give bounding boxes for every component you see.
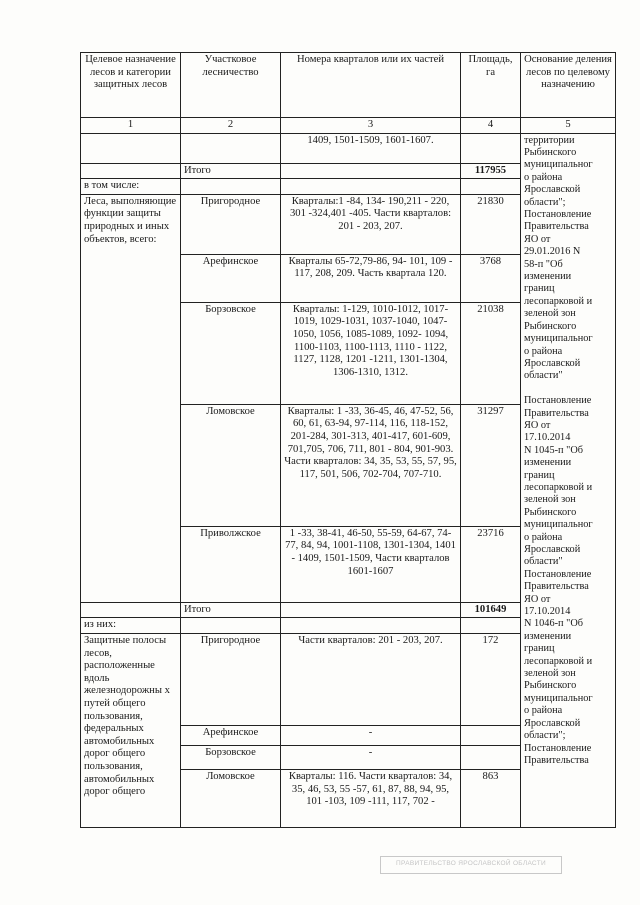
basis-line: Рыбинского: [524, 506, 577, 518]
district-name: Ломовское: [181, 404, 281, 526]
from-them-label: из них:: [81, 618, 181, 634]
column-number: 1: [81, 118, 181, 134]
basis-cell: [521, 133, 616, 827]
basis-line: территории: [524, 134, 575, 146]
basis-line: 29.01.2016 N: [524, 246, 581, 258]
total-value: 117955: [461, 163, 521, 179]
basis-line: области";: [524, 196, 566, 208]
total-label: Итого: [181, 163, 281, 179]
quarters-cell: 1409, 1501-1509, 1601-1607.: [281, 133, 461, 163]
district-name: Приволжское: [181, 526, 281, 602]
basis-line: о района: [524, 531, 563, 543]
header-quarters: Номера кварталов или их частей: [281, 53, 461, 118]
quarters-cell: Кварталы: 1-129, 1010-1012, 1017-1019, 1029-1031, 1037-1040, 1047- 1050, 1056, 1085-1089, 1092- 1094, 1100-1103, 1100-1113, 1110 - 1122, 1127, 1128, 1201 -1211, 1301-1304, 1306-1310, 1312.: [281, 302, 461, 404]
basis-line: лесопарковой и: [524, 655, 593, 667]
basis-line: муниципальног: [524, 692, 593, 704]
basis-line: 17.10.2014: [524, 606, 571, 618]
basis-line: Постановление: [524, 568, 592, 580]
basis-line: Рыбинского: [524, 680, 577, 692]
basis-line: ЯО от: [524, 233, 551, 245]
area-cell: 3768: [461, 254, 521, 302]
quarters-cell: Кварталы: 1 -33, 36-45, 46, 47-52, 56, 60, 61, 63-94, 97-114, 116, 118-152, 201-284, 301-313, 401-417, 601-609, 701,705, 706, 711, 801 - 804, 901-903. Части кварталов: 34, 35, 53, 55, 57, 95, 117, 501, 506, 702-704, 707-710.: [281, 404, 461, 526]
quarters-cell: Кварталы:1 -84, 134- 190,211 - 220, 301 -324,401 -405. Части кварталов: 201 - 203, 207.: [281, 194, 461, 254]
table-header-row: [81, 53, 616, 118]
basis-line: Правительства: [524, 581, 589, 593]
header-area: Площадь, га: [461, 53, 521, 118]
basis-line: о района: [524, 171, 563, 183]
basis-line: области";: [524, 730, 566, 742]
basis-line: Ярославской: [524, 357, 581, 369]
basis-line: изменении: [524, 630, 572, 642]
column-number: 2: [181, 118, 281, 134]
basis-line: Ярославской: [524, 544, 581, 555]
quarters-cell: Кварталы: 116. Части кварталов: 34, 35, 46, 53, 55 -57, 61, 87, 88, 94, 95, 101 -103, 109 -111, 117, 702 -: [281, 769, 461, 827]
category-label: Защитные полосы лесов, расположенные вдоль железнодорожны х путей общего пользования, федеральных автомобильных дорог общего пользования, автомобильных дорог общего: [81, 633, 181, 827]
basis-line: Правительства: [524, 221, 589, 233]
basis-text: [524, 135, 612, 768]
area-cell: 21038: [461, 302, 521, 404]
total-value: 101649: [461, 602, 521, 618]
district-name: Борзовское: [181, 302, 281, 404]
district-name: Ломовское: [181, 769, 281, 827]
area-cell: 21830: [461, 194, 521, 254]
area-cell: 863: [461, 769, 521, 827]
basis-line: N 1045-п "Об: [524, 444, 583, 456]
basis-line: о района: [524, 345, 563, 357]
basis-line: ЯО от: [524, 419, 551, 431]
basis-line: Рыбинского: [524, 147, 577, 158]
basis-line: 58-п "Об: [524, 258, 563, 270]
basis-line: области": [524, 556, 563, 568]
forest-table: [80, 52, 616, 828]
quarters-cell: -: [281, 745, 461, 769]
basis-line: области": [524, 370, 563, 382]
basis-line: лесопарковой и: [524, 481, 593, 493]
basis-line: границ: [524, 469, 555, 481]
quarters-cell: Кварталы 65-72,79-86, 94- 101, 109 - 117, 208, 209. Часть квартала 120.: [281, 254, 461, 302]
basis-line: муниципальног: [524, 159, 593, 171]
basis-line: зеленой зон: [524, 308, 576, 320]
basis-line: N 1046-п "Об: [524, 618, 583, 630]
category-label: Леса, выполняющие функции защиты природных и иных объектов, всего:: [81, 194, 181, 602]
basis-line: Постановление: [524, 209, 592, 221]
basis-line: 17.10.2014: [524, 432, 571, 444]
basis-line: границ: [524, 643, 555, 655]
area-cell: 23716: [461, 526, 521, 602]
basis-line: изменении: [524, 457, 572, 469]
quarters-cell: -: [281, 725, 461, 745]
basis-line: муниципальног: [524, 519, 593, 531]
basis-line: Постановление: [524, 395, 592, 407]
district-name: Борзовское: [181, 745, 281, 769]
basis-line: о района: [524, 705, 563, 717]
basis-line: ЯО от: [524, 593, 551, 605]
area-cell: 31297: [461, 404, 521, 526]
header-basis: Основание деления лесов по целевому назначению: [521, 53, 616, 118]
column-number: 3: [281, 118, 461, 134]
quarters-cell: 1 -33, 38-41, 46-50, 55-59, 64-67, 74-77, 84, 94, 1001-1108, 1301-1304, 1401 - 1409, 1501-1509, Части кварталов 1601-1607: [281, 526, 461, 602]
basis-line: [524, 383, 612, 395]
column-number: 4: [461, 118, 521, 134]
column-number: 5: [521, 118, 616, 134]
basis-line: Рыбинского: [524, 320, 577, 332]
table-row: [81, 133, 616, 163]
area-cell: 172: [461, 633, 521, 725]
total-label: Итого: [181, 602, 281, 618]
basis-line: Ярославской: [524, 717, 581, 729]
basis-line: лесопарковой и: [524, 295, 593, 307]
basis-line: зеленой зон: [524, 494, 576, 506]
header-district: Участковое лесничество: [181, 53, 281, 118]
district-name: Пригородное: [181, 194, 281, 254]
basis-line: Правительства: [524, 754, 589, 766]
basis-line: Постановление: [524, 742, 592, 754]
basis-line: изменении: [524, 271, 572, 283]
basis-line: Ярославской: [524, 184, 581, 196]
quarters-cell: Части кварталов: 201 - 203, 207.: [281, 633, 461, 725]
header-purpose: Целевое назначение лесов и категории защитных лесов: [81, 53, 181, 118]
stamp: ПРАВИТЕЛЬСТВО ЯРОСЛАВСКОЙ ОБЛАСТИ: [380, 856, 562, 874]
district-name: Арефинское: [181, 254, 281, 302]
column-number-row: [81, 118, 616, 134]
basis-line: муниципальног: [524, 333, 593, 345]
basis-line: границ: [524, 283, 555, 295]
district-name: Пригородное: [181, 633, 281, 725]
basis-line: зеленой зон: [524, 668, 576, 680]
including-label: в том числе:: [81, 179, 181, 195]
basis-line: Правительства: [524, 407, 589, 419]
district-name: Арефинское: [181, 725, 281, 745]
